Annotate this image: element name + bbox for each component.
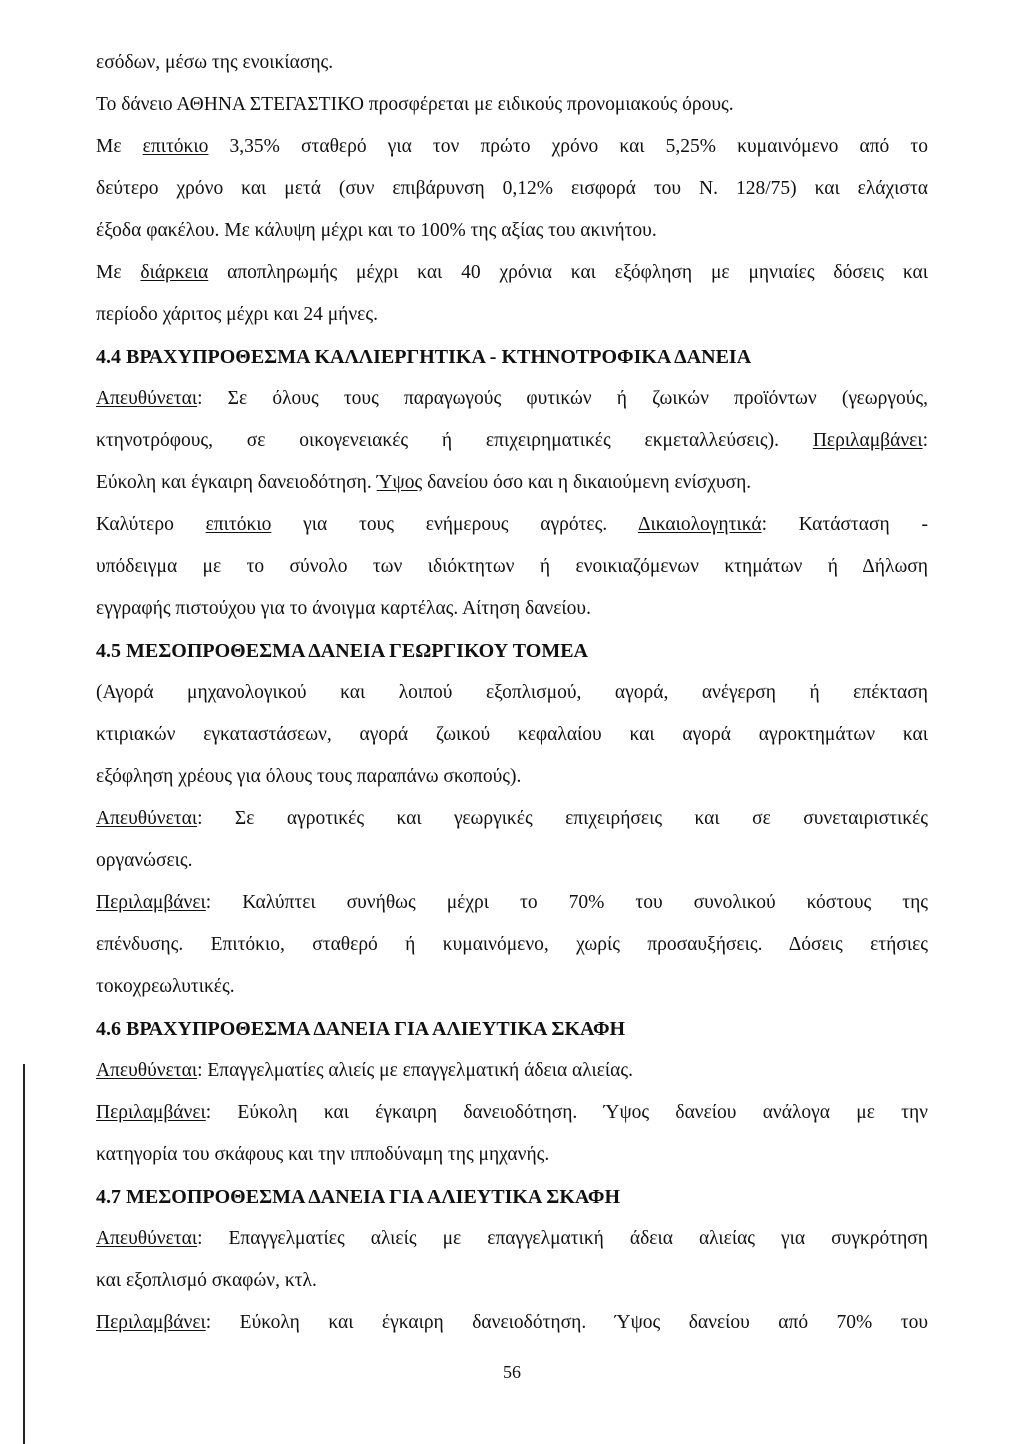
text-segment: Καλύτερο bbox=[96, 514, 206, 535]
text-segment: υπόδειγμα με το σύνολο των ιδιόκτητων ή ενοικιαζόμενων κτημάτων ή Δήλωση bbox=[96, 556, 928, 577]
text-segment: Με bbox=[96, 136, 143, 157]
text-line bbox=[96, 588, 928, 630]
section-heading-4-5: 4.5 ΜΕΣΟΠΡΟΘΕΣΜΑ ΔΑΝΕΙΑ ΓΕΩΡΓΙΚΟΥ ΤΟΜΕΑ bbox=[96, 640, 588, 662]
text-line bbox=[96, 168, 928, 210]
text-segment: (Αγορά μηχανολογικού και λοιπού εξοπλισμού, αγορά, ανέγερση ή επέκταση bbox=[96, 682, 928, 703]
text-line bbox=[96, 840, 928, 882]
section-heading-4-7: 4.7 ΜΕΣΟΠΡΟΘΕΣΜΑ ΔΑΝΕΙΑ ΓΙΑ ΑΛΙΕΥΤΙΚΑ ΣΚΑΦΗ bbox=[96, 1186, 621, 1208]
text-segment: : Καλύπτει συνήθως μέχρι το 70% του συνολικού κόστους της bbox=[205, 892, 928, 913]
text-segment: Με bbox=[96, 262, 141, 283]
text-segment: περίοδο χάριτος μέχρι και 24 μήνες. bbox=[96, 304, 378, 325]
text-line bbox=[96, 252, 928, 294]
text-segment: οργανώσεις. bbox=[96, 850, 193, 871]
text-segment: για τους ενήμερους αγρότες. bbox=[271, 514, 638, 535]
text-segment: κτηνοτρόφους, σε οικογενειακές ή επιχειρηματικές εκμεταλλεύσεις). bbox=[96, 430, 813, 451]
text-segment: : Κατάσταση - bbox=[761, 514, 928, 535]
text-line bbox=[96, 126, 928, 168]
text-line bbox=[96, 672, 928, 714]
text-segment: αποπληρωμής μέχρι και 40 χρόνια και εξόφληση με μηνιαίες δόσεις και bbox=[208, 262, 928, 283]
underlined-term: Ύψος bbox=[376, 472, 423, 493]
text-segment: επένδυσης. Επιτόκιο, σταθερό ή κυμαινόμενο, χωρίς προσαυξήσεις. Δόσεις ετήσιες bbox=[96, 934, 928, 955]
underlined-term: Απευθύνεται bbox=[96, 1228, 198, 1249]
text-line bbox=[96, 42, 928, 84]
text-line bbox=[96, 462, 928, 504]
text-segment: : Σε αγροτικές και γεωργικές επιχειρήσεις και σε συνεταιριστικές bbox=[197, 808, 928, 829]
section-heading-4-6: 4.6 ΒΡΑΧΥΠΡΟΘΕΣΜΑ ΔΑΝΕΙΑ ΓΙΑ ΑΛΙΕΥΤΙΚΑ ΣΚΑΦΗ bbox=[96, 1018, 626, 1040]
page-number: 56 bbox=[503, 1362, 521, 1382]
underlined-term: Περιλαμβάνει bbox=[812, 430, 923, 451]
text-line bbox=[96, 546, 928, 588]
text-segment: : bbox=[922, 430, 928, 451]
text-line bbox=[96, 1092, 928, 1134]
text-segment: κατηγορία του σκάφους και την ιπποδύναμη της μηχανής. bbox=[96, 1144, 550, 1165]
text-segment: : Επαγγελματίες αλιείς με επαγγελματική άδεια αλιείας. bbox=[197, 1060, 633, 1081]
document-page bbox=[96, 42, 928, 1344]
underlined-term: Περιλαμβάνει bbox=[96, 892, 206, 913]
text-line bbox=[96, 1050, 928, 1092]
margin-scan-line bbox=[23, 1064, 25, 1444]
text-line bbox=[96, 210, 928, 252]
text-line bbox=[96, 966, 928, 1008]
text-line bbox=[96, 882, 928, 924]
underlined-term: Απευθύνεται bbox=[96, 1060, 198, 1081]
text-line bbox=[96, 84, 928, 126]
text-line bbox=[96, 504, 928, 546]
underlined-term: Απευθύνεται bbox=[96, 388, 198, 409]
text-line bbox=[96, 756, 928, 798]
text-line bbox=[96, 714, 928, 756]
text-line bbox=[96, 294, 928, 336]
section-heading-4-4: 4.4 ΒΡΑΧΥΠΡΟΘΕΣΜΑ ΚΑΛΛΙΕΡΓΗΤΙΚΑ - ΚΤΗΝΟΤΡΟΦΙΚΑ ΔΑΝΕΙΑ bbox=[96, 346, 752, 368]
text-segment: τοκοχρεωλυτικές. bbox=[96, 976, 235, 997]
text-segment: Εύκολη και έγκαιρη δανειοδότηση. bbox=[96, 472, 377, 493]
text-line bbox=[96, 924, 928, 966]
underlined-term: Απευθύνεται bbox=[96, 808, 198, 829]
text-segment: έξοδα φακέλου. Με κάλυψη μέχρι και το 100% της αξίας του ακινήτου. bbox=[96, 220, 657, 241]
text-segment: 3,35% σταθερό για τον πρώτο χρόνο και 5,25% κυμαινόμενο από το bbox=[208, 136, 928, 157]
text-line bbox=[96, 798, 928, 840]
text-line bbox=[96, 1218, 928, 1260]
text-segment: : Εύκολη και έγκαιρη δανειοδότηση. Ύψος δανείου ανάλογα με την bbox=[205, 1102, 928, 1123]
underlined-term: Δικαιολογητικά bbox=[637, 514, 762, 535]
text-segment: : Εύκολη και έγκαιρη δανειοδότηση. Ύψος δανείου από 70% του bbox=[205, 1312, 928, 1333]
text-line bbox=[96, 378, 928, 420]
text-line bbox=[96, 1134, 928, 1176]
underlined-term: Περιλαμβάνει bbox=[96, 1312, 206, 1333]
text-segment: : Επαγγελματίες αλιείς με επαγγελματική άδεια αλιείας για συγκρότηση bbox=[197, 1228, 928, 1249]
text-line bbox=[96, 1260, 928, 1302]
underlined-term: διάρκεια bbox=[140, 262, 209, 283]
text-segment: κτιριακών εγκαταστάσεων, αγορά ζωικού κεφαλαίου και αγορά αγροκτημάτων και bbox=[96, 724, 928, 745]
underlined-term: επιτόκιο bbox=[142, 136, 209, 157]
text-line bbox=[96, 420, 928, 462]
text-segment: δεύτερο χρόνο και μετά (συν επιβάρυνση 0,12% εισφορά του Ν. 128/75) και ελάχιστα bbox=[96, 178, 928, 199]
underlined-term: Περιλαμβάνει bbox=[96, 1102, 206, 1123]
text-segment: δανείου όσο και η δικαιούμενη ενίσχυση. bbox=[422, 472, 752, 493]
text-segment: εσόδων, μέσω της ενοικίασης. bbox=[96, 52, 334, 73]
text-segment: και εξοπλισμό σκαφών, κτλ. bbox=[96, 1270, 317, 1291]
underlined-term: επιτόκιο bbox=[205, 514, 272, 535]
text-line bbox=[96, 1302, 928, 1344]
text-segment: εγγραφής πιστούχου για το άνοιγμα καρτέλας. Αίτηση δανείου. bbox=[96, 598, 591, 619]
text-segment: εξόφληση χρέους για όλους τους παραπάνω σκοπούς). bbox=[96, 766, 522, 787]
text-segment: : Σε όλους τους παραγωγούς φυτικών ή ζωικών προϊόντων (γεωργούς, bbox=[197, 388, 928, 409]
text-segment: Το δάνειο ΑΘΗΝΑ ΣΤΕΓΑΣΤΙΚΟ προσφέρεται με ειδικούς προνομιακούς όρους. bbox=[96, 94, 734, 115]
